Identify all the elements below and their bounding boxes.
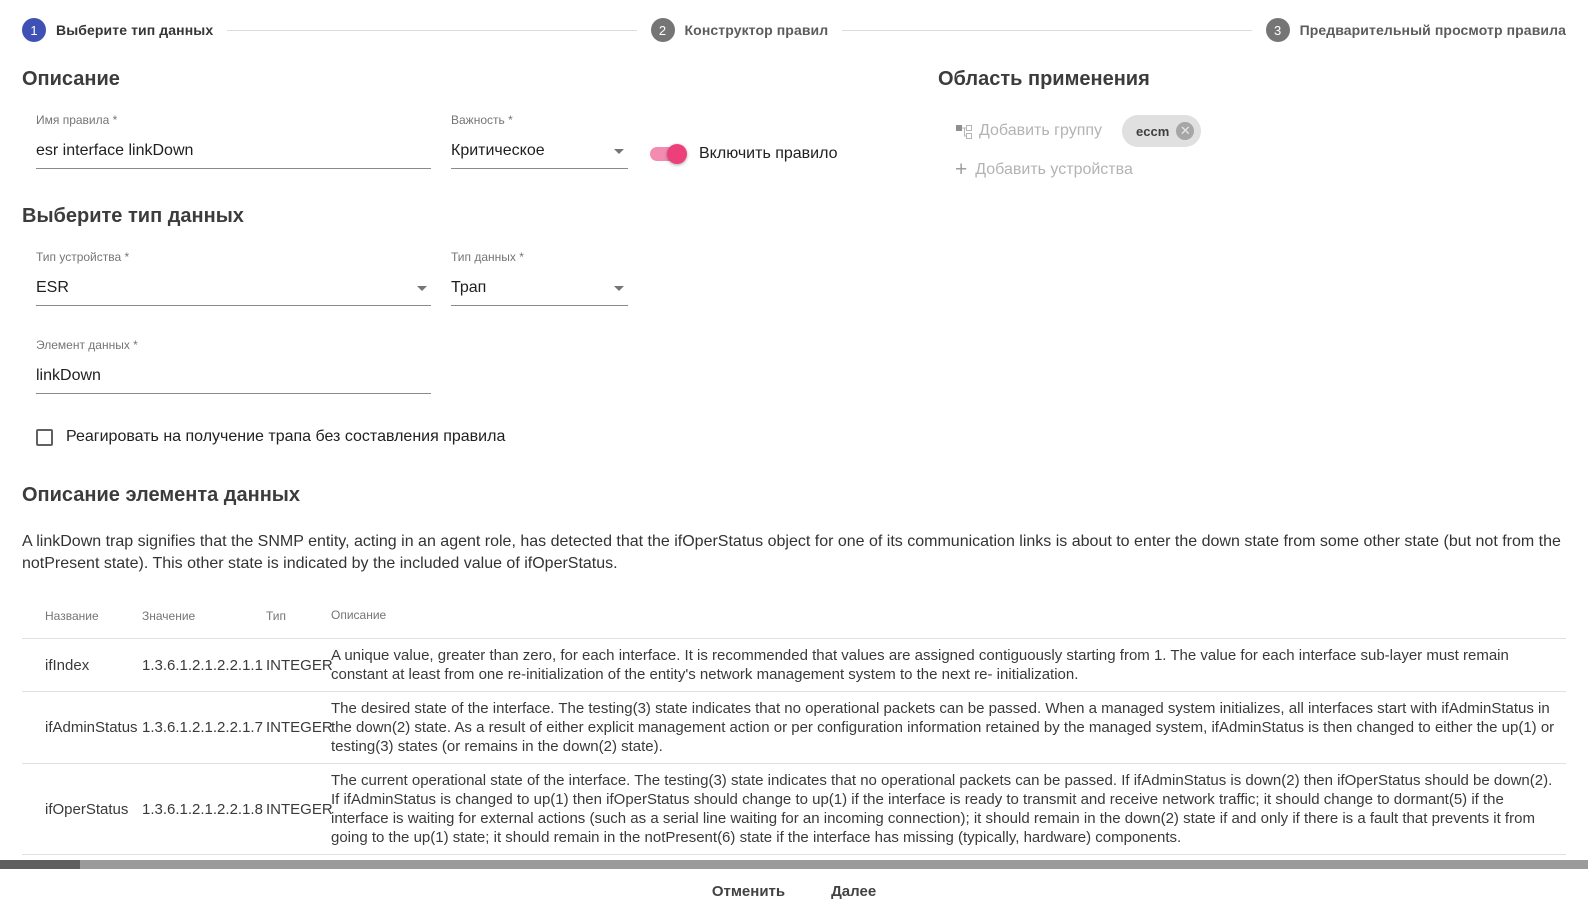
add-devices-row[interactable] <box>955 160 1566 180</box>
var-oid: 1.3.6.1.2.1.2.2.1.8 <box>142 764 266 855</box>
device-type-value: ESR <box>36 279 69 296</box>
step-2-label: Конструктор правил <box>684 22 829 38</box>
enable-rule-row <box>650 145 838 169</box>
element-description-title: Описание элемента данных <box>22 484 300 506</box>
var-type: INTEGER <box>266 692 331 764</box>
trap-checkbox-label: Реагировать на получение трапа без составления правила <box>66 428 506 445</box>
description-section-title: Описание <box>22 68 120 90</box>
footer-actions <box>0 875 1588 908</box>
rule-name-field[interactable] <box>36 113 431 169</box>
trap-variables-table <box>22 593 1566 855</box>
data-element-input[interactable] <box>36 367 431 394</box>
severity-field[interactable] <box>451 113 628 169</box>
description-fields-row <box>36 113 916 169</box>
table-header-row <box>22 593 1566 639</box>
element-description-text: A linkDown trap signifies that the SNMP entity, acting in an agent role, has detected that the ifOperStatus object for one of its communication links is about to enter the down state from some other state (but not from the notPresent state). This other state is indicated by the included value of ifOperStatus. <box>22 533 1561 572</box>
var-name: ifIndex <box>22 639 142 692</box>
enable-rule-label: Включить правило <box>699 145 838 162</box>
trap-checkbox-row <box>36 428 916 446</box>
var-description: A unique value, greater than zero, for each interface. It is recommended that values are assigned contiguously starting from 1. The value for each interface sub-layer must remain constant at least from one re-initialization of the entity's network management system to the next re- initialization. <box>331 639 1566 692</box>
stepper <box>0 0 1588 42</box>
severity-value: Критическое <box>451 142 545 159</box>
scope-column <box>916 42 1566 180</box>
step-3-number-badge: 3 <box>1266 18 1290 42</box>
var-description: The current operational state of the interface. The testing(3) state indicates that no operational packets can be passed. If ifAdminStatus is down(2) then ifOperStatus should be down(2). If ifAdminStatus is changed to up(1) then ifOperStatus should change to up(1) if the interface is ready to transmit and receive network traffic; it should change to dormant(5) if the interface is waiting for external actions (such as a serial line waiting for an incoming connection); it should remain in the down(2) state if and only if there is a fault that prevents it from going to the up(1) state; it should remain in the notPresent(6) state if the interface has missing (typically, hardware) components. <box>331 764 1566 855</box>
var-name: ifAdminStatus <box>22 692 142 764</box>
left-column <box>22 42 916 446</box>
step-1-number-badge: 1 <box>22 18 46 42</box>
data-type-label: Тип данных * <box>451 250 524 264</box>
toggle-thumb <box>667 144 687 164</box>
device-type-field[interactable] <box>36 250 431 306</box>
table-row <box>22 692 1566 764</box>
var-type: INTEGER <box>266 639 331 692</box>
table-row <box>22 639 1566 692</box>
rule-name-value: esr interface linkDown <box>36 142 194 159</box>
step-2-number-badge: 2 <box>651 18 675 42</box>
dropdown-arrow-icon <box>417 286 427 291</box>
scope-section-title: Область применения <box>938 68 1150 90</box>
trap-checkbox[interactable] <box>36 429 53 446</box>
step-1-select-data-type[interactable] <box>22 18 213 42</box>
data-element-label: Элемент данных * <box>36 338 138 352</box>
header-type: Тип <box>266 593 331 639</box>
group-chip-label: eccm <box>1136 123 1170 139</box>
var-name: ifOperStatus <box>22 764 142 855</box>
data-type-section-title: Выберите тип данных <box>22 205 244 227</box>
top-content-area <box>0 42 1588 446</box>
enable-rule-toggle[interactable] <box>650 147 684 161</box>
next-button[interactable]: Далее <box>825 875 882 908</box>
element-field-row <box>36 338 916 394</box>
group-hierarchy-icon <box>955 122 974 141</box>
severity-select[interactable] <box>451 142 628 169</box>
dropdown-arrow-icon <box>614 149 624 154</box>
group-chip-eccm[interactable] <box>1122 115 1201 147</box>
header-description: Описание <box>331 593 1566 639</box>
add-devices-button: Добавить устройства <box>975 161 1133 178</box>
var-description: The desired state of the interface. The testing(3) state indicates that no operational packets can be passed. When a managed system initializes, all interfaces start with ifAdminStatus in the down(2) state. As a result of either explicit management action or per configuration information retained by the managed system, ifAdminStatus is then changed to either the up(1) or testing(3) states (or remains in the down(2) state). <box>331 692 1566 764</box>
step-3-rule-preview[interactable] <box>1266 18 1566 42</box>
dropdown-arrow-icon <box>614 286 624 291</box>
stepper-connector-1 <box>227 30 636 31</box>
step-1-label: Выберите тип данных <box>56 22 214 38</box>
data-type-field[interactable] <box>451 250 628 306</box>
table-row <box>22 764 1566 855</box>
rule-name-label: Имя правила * <box>36 113 118 127</box>
rule-name-input[interactable] <box>36 142 431 169</box>
severity-label: Важность * <box>451 113 513 127</box>
var-oid: 1.3.6.1.2.1.2.2.1.7 <box>142 692 266 764</box>
device-type-select[interactable] <box>36 279 431 306</box>
var-type: INTEGER <box>266 764 331 855</box>
add-group-row <box>955 115 1566 147</box>
step-2-rule-constructor[interactable] <box>651 18 829 42</box>
device-type-label: Тип устройства * <box>36 250 130 264</box>
step-3-label: Предварительный просмотр правила <box>1299 22 1566 38</box>
chip-remove-icon[interactable]: ✕ <box>1176 122 1194 140</box>
stepper-connector-2 <box>842 30 1251 31</box>
header-value: Значение <box>142 593 266 639</box>
data-type-select[interactable] <box>451 279 628 306</box>
header-name: Название <box>22 593 142 639</box>
cancel-button[interactable]: Отменить <box>706 875 791 908</box>
add-group-button[interactable]: Добавить группу <box>979 122 1103 139</box>
plus-icon: + <box>955 158 968 181</box>
data-element-field[interactable] <box>36 338 431 394</box>
var-oid: 1.3.6.1.2.1.2.2.1.1 <box>142 639 266 692</box>
type-fields-row <box>36 250 916 306</box>
horizontal-scrollbar[interactable] <box>0 860 1588 869</box>
data-type-value: Трап <box>451 279 487 296</box>
horizontal-scrollbar-thumb[interactable] <box>0 860 80 869</box>
data-element-value: linkDown <box>36 367 101 384</box>
